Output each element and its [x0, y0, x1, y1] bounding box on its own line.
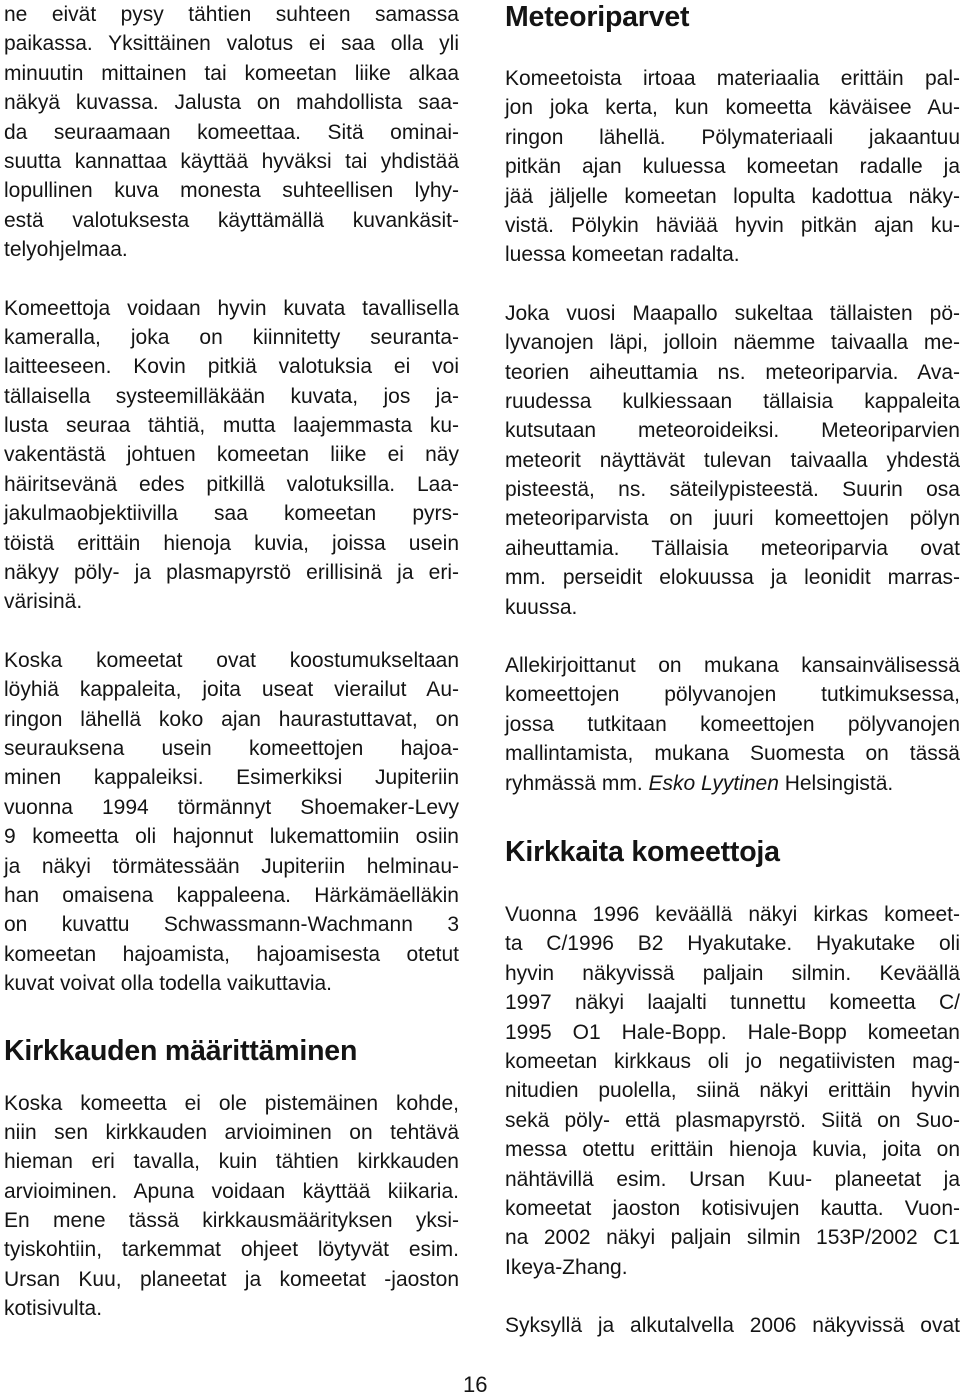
text-line: hieman eri tavalla, kuin tähtien kirkkauden	[4, 1150, 459, 1174]
text-line: kameralla, joka on kiinnitetty seuranta-	[4, 325, 459, 349]
paragraph	[4, 646, 459, 999]
text-line: pisteestä, ns. säteilypisteestä. Suurin osa	[505, 478, 960, 502]
text-line: Komeettoja voidaan hyvin kuvata tavallisella	[4, 296, 459, 320]
text-line: nähtävillä esim. Ursan Kuu- planeetat ja	[505, 1167, 960, 1191]
text-line: hyvin näkyvissä paljain silmin. Keväällä	[505, 961, 960, 985]
text-line: värisinä.	[4, 590, 83, 614]
text-line: minen kappaleiksi. Esimerkiksi Jupiteriin	[4, 766, 459, 790]
text-line: Allekirjoittanut on mukana kansainvälisessä	[505, 654, 960, 678]
text-line: kutsutaan meteoroideiksi. Meteoriparvien	[505, 419, 960, 443]
text-line: lopullinen kuva monesta suhteellisen lyhy-	[4, 179, 459, 203]
paragraph	[4, 0, 459, 265]
paragraph-gap	[505, 1282, 960, 1311]
heading-gap	[505, 34, 960, 64]
text-line: meteoriparvista on juuri komeettojen pölyn	[505, 507, 960, 531]
text-line: 1997 näkyi laajalti tunnettu komeetta C/	[505, 991, 960, 1015]
text-line: näkyy pöly- ja plasmapyrstö erillisinä ja eri-	[4, 561, 459, 585]
text-line: näkyä kuvassa. Jalusta on mahdollista saa-	[4, 91, 459, 115]
text-line: ringon lähellä koko ajan haurastuttavat, on	[4, 707, 459, 731]
text-line: paikassa. Yksittäinen valotus ei saa olla yli	[4, 32, 459, 56]
text-line: mallintamista, mukana Suomesta on tässä	[505, 742, 960, 766]
text-line: häiritsevänä edes pitkillä valotuksilla. Laa-	[4, 472, 459, 496]
text-line: ruudessa kulkiessaan tällaisia kappaleita	[505, 389, 960, 413]
heading-gap	[4, 1069, 459, 1089]
text-line: vuonna 1994 törmännyt Shoemaker-Levy	[4, 795, 459, 819]
text-line: vistä. Pölykin häviää hyvin pitkän ajan ku-	[505, 213, 960, 237]
text-line	[505, 769, 960, 798]
page-number: 16	[463, 1372, 488, 1397]
text-line: ringon lähellä. Pölymateriaali jakaantuu	[505, 125, 960, 149]
text-line: tyiskohtiin, tarkemmat ohjeet löytyvät esim.	[4, 1238, 459, 1262]
paragraph	[505, 64, 960, 270]
text-line: jakulmaobjektiivilla saa komeetan pyrs-	[4, 502, 459, 526]
text-line: En mene tässä kirkkausmäärityksen yksi-	[4, 1209, 459, 1233]
left-column	[4, 0, 459, 1324]
text-line: pitkän ajan kuluessa komeetan radalle ja	[505, 155, 960, 179]
text-line: minuutin mittainen tai komeetan liike alkaa	[4, 61, 459, 85]
section-heading: Kirkkaita komeettoja	[505, 835, 780, 868]
text-line: kuussa.	[505, 595, 578, 619]
text-line: komeettojen pölyvanojen tutkimuksessa,	[505, 683, 960, 707]
text-line: na 2002 näkyi paljain silmin 153P/2002 C1	[505, 1226, 960, 1250]
text-line: kuvat voivat olla todella vaikuttavia.	[4, 972, 333, 996]
text-line: suutta kannattaa käyttää hyväksi tai yhdistää	[4, 149, 459, 173]
text-line: Joka vuosi Maapallo sukeltaa tällaisten pö-	[505, 301, 960, 325]
paragraph	[505, 299, 960, 622]
text-line: arvioiminen. Apuna voidaan käyttää kiikaria.	[4, 1179, 459, 1203]
text-line: Koska komeetta ei ole pistemäinen kohde,	[4, 1091, 459, 1115]
text-line: jon joka kerta, kun komeetta käväisee Au-	[505, 96, 960, 120]
paragraph-gap	[505, 622, 960, 651]
text-line: Ikeya-Zhang.	[505, 1255, 628, 1279]
text-line: ja näkyi törmätessään Jupiteriin helminau-	[4, 854, 459, 878]
text-line: vakentästä johtuen komeetan liike ei näy	[4, 443, 459, 467]
text-line: teorien aiheuttamia ns. meteoriparvia. Ava-	[505, 360, 960, 384]
right-column	[505, 0, 960, 1340]
heading-gap	[4, 999, 459, 1033]
text-line: Koska komeetat ovat koostumukseltaan	[4, 648, 459, 672]
paragraph	[505, 651, 960, 798]
text-line: jossa tutkitaan komeettojen pölyvanojen	[505, 712, 960, 736]
text-line: meteorit näyttävät tulevan taivaalla yhdestä	[505, 448, 960, 472]
text-line: Ursan Kuu, planeetat ja komeetat -jaoston	[4, 1267, 459, 1291]
text-line: seurauksena usein komeettojen hajoa-	[4, 736, 459, 760]
text-line: niin sen kirkkauden arvioiminen on tehtävä	[4, 1120, 459, 1144]
text-line: sekä pöly- että plasmapyrstö. Siitä on Suo-	[505, 1108, 960, 1132]
text-line: 9 komeetta oli hajonnut lukemattomiin osiin	[4, 825, 459, 849]
text-span: ryhmässä mm.	[505, 771, 649, 795]
text-line: tällaisella systeemilläkään kuvata, jos ja-	[4, 384, 459, 408]
text-line: laitteeseen. Kovin pitkiä valotuksia ei voi	[4, 355, 459, 379]
text-line: telyohjelmaa.	[4, 238, 128, 262]
text-line: Syksyllä ja alkutalvella 2006 näkyvissä ovat	[505, 1314, 960, 1338]
text-line: da seuraamaan komeettaa. Sitä ominai-	[4, 120, 459, 144]
text-line: messa otettu erittäin hienoja kuvia, joita on	[505, 1138, 960, 1162]
text-line: komeetat jaoston kotisivujen kautta. Vuon-	[505, 1196, 960, 1220]
heading-gap	[505, 798, 960, 834]
paragraph	[4, 1089, 459, 1324]
text-span: Helsingistä.	[778, 771, 894, 795]
section-heading: Kirkkauden määrittäminen	[4, 1034, 358, 1067]
text-line: luessa komeetan radalta.	[505, 243, 740, 267]
text-line: mm. perseidit elokuussa ja leonidit marras-	[505, 566, 960, 590]
author-name: Esko Lyytinen	[648, 771, 779, 795]
text-line: komeetan kirkkaus oli jo negatiivisten mag-	[505, 1049, 960, 1073]
text-line: 1995 O1 Hale-Bopp. Hale-Bopp komeetan	[505, 1020, 960, 1044]
paragraph-gap	[4, 617, 459, 646]
text-line: kotisivulta.	[4, 1297, 103, 1321]
text-line: Komeetoista irtoaa materiaalia erittäin pal-	[505, 67, 960, 90]
text-line: lyvanojen läpi, jolloin näemme taivaalla me-	[505, 331, 960, 355]
text-line: lusta seuraa tähtiä, mutta laajemmasta ku-	[4, 414, 459, 438]
text-line: ne eivät pysy tähtien suhteen samassa	[4, 3, 459, 26]
heading-gap	[505, 870, 960, 900]
paragraph-gap	[4, 265, 459, 294]
section-heading: Meteoriparvet	[505, 1, 690, 33]
text-line: Vuonna 1996 keväällä näkyi kirkas komeet-	[505, 902, 960, 926]
text-line: töistä erittäin hienoja kuvia, joissa usein	[4, 531, 459, 555]
text-line: han omaisena kappaleena. Härkämäelläkin	[4, 883, 459, 907]
text-line: löyhiä kappaleita, joita useat vierailut Au-	[4, 678, 459, 702]
text-line: jää jäljelle komeetan lopulta kadottua näky-	[505, 184, 960, 208]
text-line: nitudien puolella, siinä näkyi erittäin hyvin	[505, 1079, 960, 1103]
paragraph-lines	[505, 651, 960, 769]
text-line: ta C/1996 B2 Hyakutake. Hyakutake oli	[505, 932, 960, 956]
text-line: komeetan hajoamista, hajoamisesta otetut	[4, 942, 459, 966]
paragraph-gap	[505, 270, 960, 299]
paragraph	[4, 294, 459, 617]
text-line: estä valotuksesta käyttämällä kuvankäsit-	[4, 208, 459, 232]
paragraph	[505, 1311, 960, 1340]
text-line: on kuvattu Schwassmann-Wachmann 3	[4, 913, 459, 937]
text-line: aiheuttamia. Tällaisia meteoriparvia ovat	[505, 536, 960, 560]
paragraph	[505, 900, 960, 1282]
